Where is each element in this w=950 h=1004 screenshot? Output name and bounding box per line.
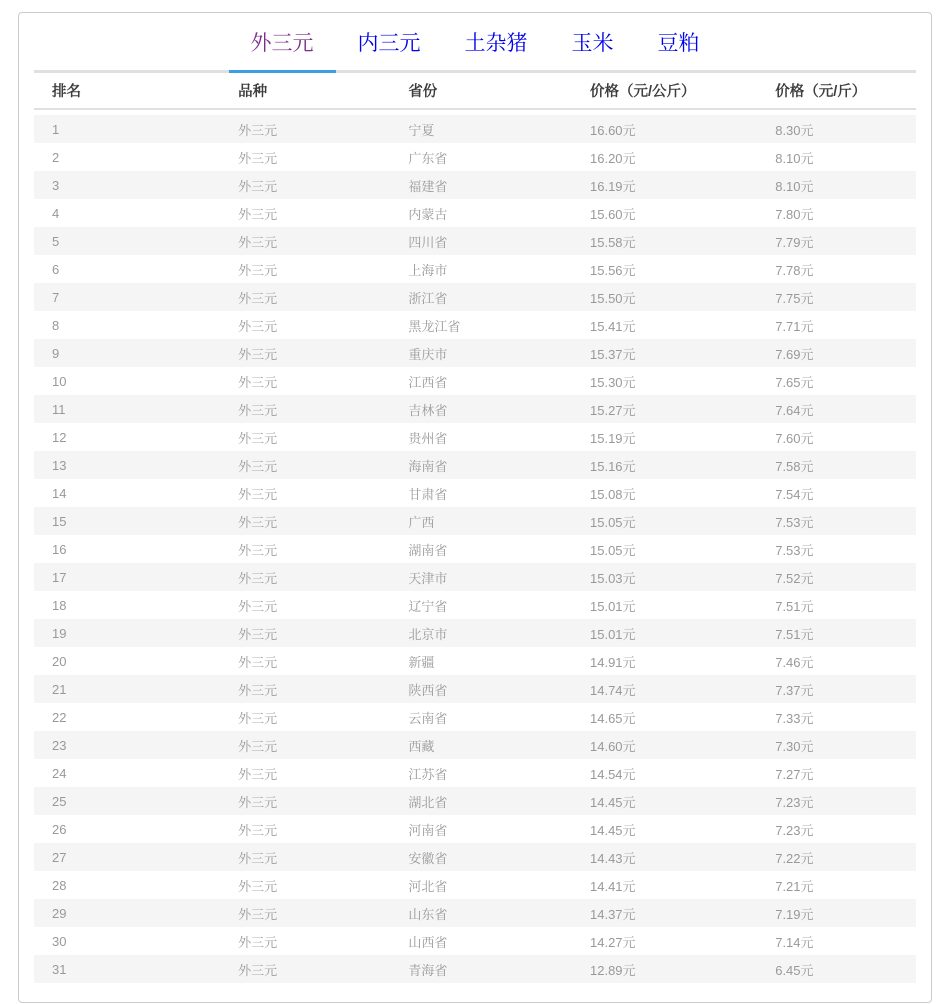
table-cell: 15.27元 — [572, 395, 757, 423]
table-cell: 外三元 — [220, 115, 390, 143]
table-cell: 14 — [52, 485, 67, 501]
table-row — [34, 143, 916, 171]
table-cell: 16.19元 — [572, 171, 757, 199]
table-cell: 外三元 — [238, 710, 278, 726]
table-cell: 15.03元 — [572, 563, 757, 591]
table-cell: 7.78元 — [775, 262, 814, 278]
table-cell: 7.51元 — [775, 598, 814, 614]
table-cell: 7.54元 — [775, 486, 814, 502]
table-row — [34, 899, 916, 927]
table-cell: 8.10元 — [757, 171, 916, 199]
table-cell: 14.37元 — [572, 899, 757, 927]
table-row — [34, 927, 916, 955]
table-cell: 外三元 — [220, 619, 390, 647]
table-row — [34, 199, 916, 227]
table-cell: 15.16元 — [572, 451, 757, 479]
table-row — [34, 367, 916, 395]
table-cell: 外三元 — [220, 507, 390, 535]
header-price-jin: 价格（元/斤） — [757, 73, 916, 109]
table-row — [34, 871, 916, 899]
table-cell: 外三元 — [238, 654, 278, 670]
table-row — [34, 787, 916, 815]
table-cell: 7.30元 — [757, 731, 916, 759]
table-cell: 7.65元 — [775, 374, 814, 390]
table-cell: 15.56元 — [590, 262, 636, 278]
table-cell: 14.27元 — [590, 934, 636, 950]
price-table-card — [18, 12, 932, 1003]
table-cell: 外三元 — [220, 283, 390, 311]
table-cell: 外三元 — [220, 171, 390, 199]
table-cell: 外三元 — [220, 787, 390, 815]
table-cell: 内蒙古 — [408, 206, 448, 222]
table-cell: 7.53元 — [775, 542, 814, 558]
table-row — [34, 311, 916, 339]
table-cell: 25 — [34, 787, 220, 815]
header-variety: 品种 — [220, 73, 390, 109]
table-cell: 北京市 — [390, 619, 572, 647]
table-cell: 7.19元 — [757, 899, 916, 927]
table-cell: 外三元 — [238, 318, 278, 334]
table-row — [34, 395, 916, 423]
table-cell: 外三元 — [220, 395, 390, 423]
table-cell: 14.41元 — [590, 878, 636, 894]
table-cell: 14.74元 — [572, 675, 757, 703]
table-cell: 7.75元 — [757, 283, 916, 311]
table-row — [34, 451, 916, 479]
table-cell: 15.60元 — [590, 206, 636, 222]
table-cell: 7.69元 — [757, 339, 916, 367]
table-cell: 15.05元 — [572, 507, 757, 535]
table-cell: 7.51元 — [757, 619, 916, 647]
table-cell: 24 — [52, 765, 67, 781]
table-cell: 7.60元 — [775, 430, 814, 446]
table-cell: 31 — [34, 955, 220, 983]
table-cell: 15.50元 — [572, 283, 757, 311]
table-body — [34, 109, 916, 983]
table-cell: 2 — [52, 149, 60, 165]
table-row — [34, 339, 916, 367]
table-cell: 7.71元 — [775, 318, 814, 334]
table-cell: 重庆市 — [390, 339, 572, 367]
table-cell: 14.45元 — [572, 787, 757, 815]
tab-yumi[interactable]: 玉米 — [571, 32, 614, 55]
table-cell: 6 — [52, 261, 60, 277]
table-cell: 江西省 — [408, 374, 448, 390]
table-cell: 外三元 — [238, 878, 278, 894]
table-cell: 外三元 — [238, 206, 278, 222]
table-cell: 15.01元 — [572, 619, 757, 647]
tab-bar — [34, 13, 916, 73]
table-row — [34, 759, 916, 787]
table-cell: 外三元 — [238, 542, 278, 558]
table-cell: 10 — [52, 373, 67, 389]
tab-waisanyuan[interactable]: 外三元 — [229, 15, 336, 73]
table-cell: 18 — [52, 597, 67, 613]
table-cell: 12 — [52, 429, 67, 445]
table-cell: 湖南省 — [408, 542, 448, 558]
table-cell: 29 — [34, 899, 220, 927]
table-cell: 13 — [34, 451, 220, 479]
table-cell: 15.30元 — [590, 374, 636, 390]
table-cell: 15.19元 — [590, 430, 636, 446]
table-row — [34, 255, 916, 283]
table-cell: 7.14元 — [775, 934, 814, 950]
table-cell: 贵州省 — [408, 430, 448, 446]
table-cell: 7.80元 — [775, 206, 814, 222]
table-cell: 15.08元 — [590, 486, 636, 502]
table-row — [34, 423, 916, 451]
table-cell: 15.01元 — [590, 598, 636, 614]
table-cell: 14.91元 — [590, 654, 636, 670]
table-row — [34, 479, 916, 507]
table-row — [34, 283, 916, 311]
table-cell: 外三元 — [220, 339, 390, 367]
table-row — [34, 171, 916, 199]
table-cell: 吉林省 — [390, 395, 572, 423]
table-cell: 3 — [34, 171, 220, 199]
table-cell: 陕西省 — [390, 675, 572, 703]
table-cell: 14.65元 — [590, 710, 636, 726]
table-cell: 青海省 — [390, 955, 572, 983]
table-cell: 西藏 — [390, 731, 572, 759]
table-cell: 外三元 — [220, 843, 390, 871]
table-cell: 外三元 — [238, 150, 278, 166]
table-cell: 30 — [52, 933, 67, 949]
table-cell: 河南省 — [408, 822, 448, 838]
table-cell: 8 — [52, 317, 60, 333]
price-table — [34, 73, 916, 983]
table-cell: 外三元 — [220, 563, 390, 591]
table-cell: 5 — [34, 227, 220, 255]
table-cell: 17 — [34, 563, 220, 591]
table-cell: 外三元 — [220, 227, 390, 255]
table-cell: 15.37元 — [572, 339, 757, 367]
table-row — [34, 535, 916, 563]
table-cell: 山西省 — [408, 934, 448, 950]
table-cell: 外三元 — [238, 486, 278, 502]
table-cell: 外三元 — [220, 899, 390, 927]
table-cell: 16 — [52, 541, 67, 557]
table-row — [34, 115, 916, 143]
header-price-kg: 价格（元/公斤） — [572, 73, 757, 109]
table-cell: 外三元 — [238, 262, 278, 278]
table-cell: 20 — [52, 653, 67, 669]
table-row — [34, 843, 916, 871]
table-cell: 7.22元 — [757, 843, 916, 871]
table-cell: 外三元 — [238, 934, 278, 950]
table-cell: 四川省 — [390, 227, 572, 255]
table-cell: 浙江省 — [390, 283, 572, 311]
table-cell: 15.05元 — [590, 542, 636, 558]
table-cell: 7.23元 — [775, 822, 814, 838]
table-cell: 河北省 — [408, 878, 448, 894]
table-row — [34, 591, 916, 619]
table-header — [34, 73, 916, 109]
table-cell: 15 — [34, 507, 220, 535]
table-cell: 山东省 — [390, 899, 572, 927]
table-cell: 9 — [34, 339, 220, 367]
table-cell: 7.46元 — [775, 654, 814, 670]
table-cell: 外三元 — [238, 374, 278, 390]
table-row — [34, 647, 916, 675]
table-cell: 湖北省 — [390, 787, 572, 815]
table-cell: 11 — [34, 395, 220, 423]
table-cell: 12.89元 — [572, 955, 757, 983]
table-row — [34, 563, 916, 591]
table-cell: 7.33元 — [775, 710, 814, 726]
header-rank: 排名 — [34, 73, 220, 109]
table-row — [34, 619, 916, 647]
tab-tuzazhu[interactable]: 土杂猪 — [464, 32, 528, 55]
table-cell: 16.60元 — [572, 115, 757, 143]
table-cell: 7 — [34, 283, 220, 311]
table-cell: 外三元 — [238, 598, 278, 614]
table-cell: 外三元 — [238, 766, 278, 782]
tab-doupo[interactable]: 豆粕 — [657, 32, 700, 55]
table-cell: 14.60元 — [572, 731, 757, 759]
table-cell: 外三元 — [220, 675, 390, 703]
table-cell: 7.21元 — [775, 878, 814, 894]
table-row — [34, 675, 916, 703]
table-cell: 14.45元 — [590, 822, 636, 838]
table-cell: 19 — [34, 619, 220, 647]
table-cell: 外三元 — [220, 955, 390, 983]
table-cell: 7.52元 — [757, 563, 916, 591]
table-cell: 8.30元 — [757, 115, 916, 143]
table-cell: 天津市 — [390, 563, 572, 591]
table-cell: 7.58元 — [757, 451, 916, 479]
table-row — [34, 507, 916, 535]
table-cell: 26 — [52, 821, 67, 837]
table-cell: 海南省 — [390, 451, 572, 479]
table-cell: 福建省 — [390, 171, 572, 199]
table-cell: 22 — [52, 709, 67, 725]
table-row — [34, 703, 916, 731]
table-cell: 7.23元 — [757, 787, 916, 815]
table-row — [34, 955, 916, 983]
table-cell: 甘肃省 — [408, 486, 448, 502]
table-cell: 21 — [34, 675, 220, 703]
header-province: 省份 — [390, 73, 572, 109]
table-cell: 8.10元 — [775, 150, 814, 166]
table-cell: 1 — [34, 115, 220, 143]
table-cell: 16.20元 — [590, 150, 636, 166]
table-row — [34, 731, 916, 759]
table-cell: 宁夏 — [390, 115, 572, 143]
table-cell: 6.45元 — [757, 955, 916, 983]
table-cell: 7.27元 — [775, 766, 814, 782]
table-cell: 外三元 — [220, 731, 390, 759]
table-cell: 28 — [52, 877, 67, 893]
table-cell: 新疆 — [408, 654, 435, 670]
table-cell: 安徽省 — [390, 843, 572, 871]
table-cell: 黑龙江省 — [408, 318, 461, 334]
table-cell: 15.58元 — [572, 227, 757, 255]
table-cell: 外三元 — [238, 822, 278, 838]
table-cell: 江苏省 — [408, 766, 448, 782]
table-cell: 外三元 — [238, 430, 278, 446]
table-cell: 7.79元 — [757, 227, 916, 255]
table-cell: 14.43元 — [572, 843, 757, 871]
header-row — [34, 73, 916, 109]
table-cell: 广东省 — [408, 150, 448, 166]
table-cell: 7.53元 — [757, 507, 916, 535]
table-cell: 23 — [34, 731, 220, 759]
table-cell: 上海市 — [408, 262, 448, 278]
table-cell: 15.41元 — [590, 318, 636, 334]
table-cell: 广西 — [390, 507, 572, 535]
table-cell: 7.37元 — [757, 675, 916, 703]
table-cell: 14.54元 — [590, 766, 636, 782]
table-cell: 外三元 — [220, 451, 390, 479]
table-cell: 云南省 — [408, 710, 448, 726]
table-row — [34, 227, 916, 255]
table-cell: 辽宁省 — [408, 598, 448, 614]
table-row — [34, 815, 916, 843]
table-cell: 27 — [34, 843, 220, 871]
tab-neisanyuan[interactable]: 内三元 — [357, 32, 421, 55]
table-cell: 4 — [52, 205, 60, 221]
table-cell: 7.64元 — [757, 395, 916, 423]
